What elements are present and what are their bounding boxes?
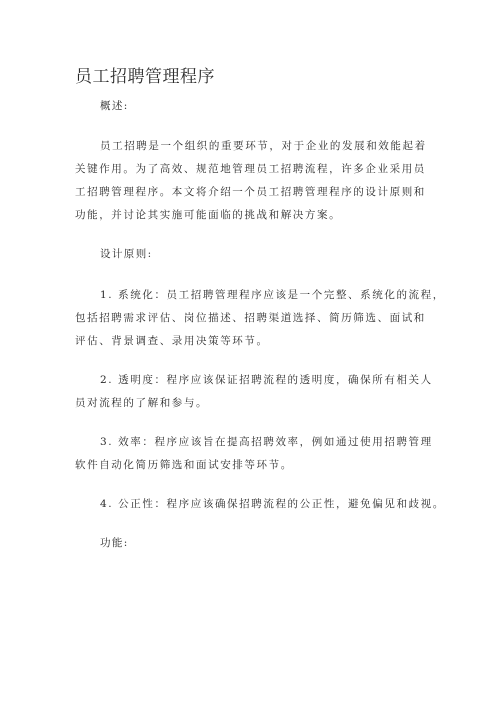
- principle-3-line-1: 3. 效率：程序应该旨在提高招聘效率，例如通过使用招聘管理: [100, 436, 433, 448]
- principle-1-line-1: 1. 系统化：员工招聘管理程序应该是一个完整、系统化的流程，: [100, 289, 445, 301]
- principle-1-line-2: 包括招聘需求评估、岗位描述、招聘渠道选择、简历筛选、面试和: [75, 312, 426, 324]
- overview-line-1: 员工招聘是一个组织的重要环节，对于企业的发展和效能起着: [100, 140, 427, 152]
- principle-3-line-2: 软件自动化简历筛选和面试安排等环节。: [75, 459, 293, 471]
- overview-line-2: 关键作用。为了高效、规范地管理员工招聘流程，许多企业采用员: [75, 163, 426, 175]
- principles-heading: 设计原则:: [100, 248, 153, 260]
- overview-heading: 概述:: [100, 100, 129, 112]
- overview-line-3: 工招聘管理程序。本文将介绍一个员工招聘管理程序的设计原则和: [75, 186, 426, 198]
- principle-2-line-1: 2. 透明度：程序应该保证招聘流程的透明度，确保所有相关人: [100, 374, 433, 386]
- principle-1-line-3: 评估、背景调查、录用决策等环节。: [75, 335, 269, 347]
- functions-heading: 功能:: [100, 537, 129, 549]
- principle-4-line-1: 4. 公正性：程序应该确保招聘流程的公正性，避免偏见和歧视。: [100, 498, 445, 510]
- document-title: 员工招聘管理程序: [75, 67, 215, 87]
- principle-2-line-2: 员对流程的了解和参与。: [75, 397, 209, 409]
- overview-line-4: 功能，并讨论其实施可能面临的挑战和解决方案。: [75, 209, 342, 221]
